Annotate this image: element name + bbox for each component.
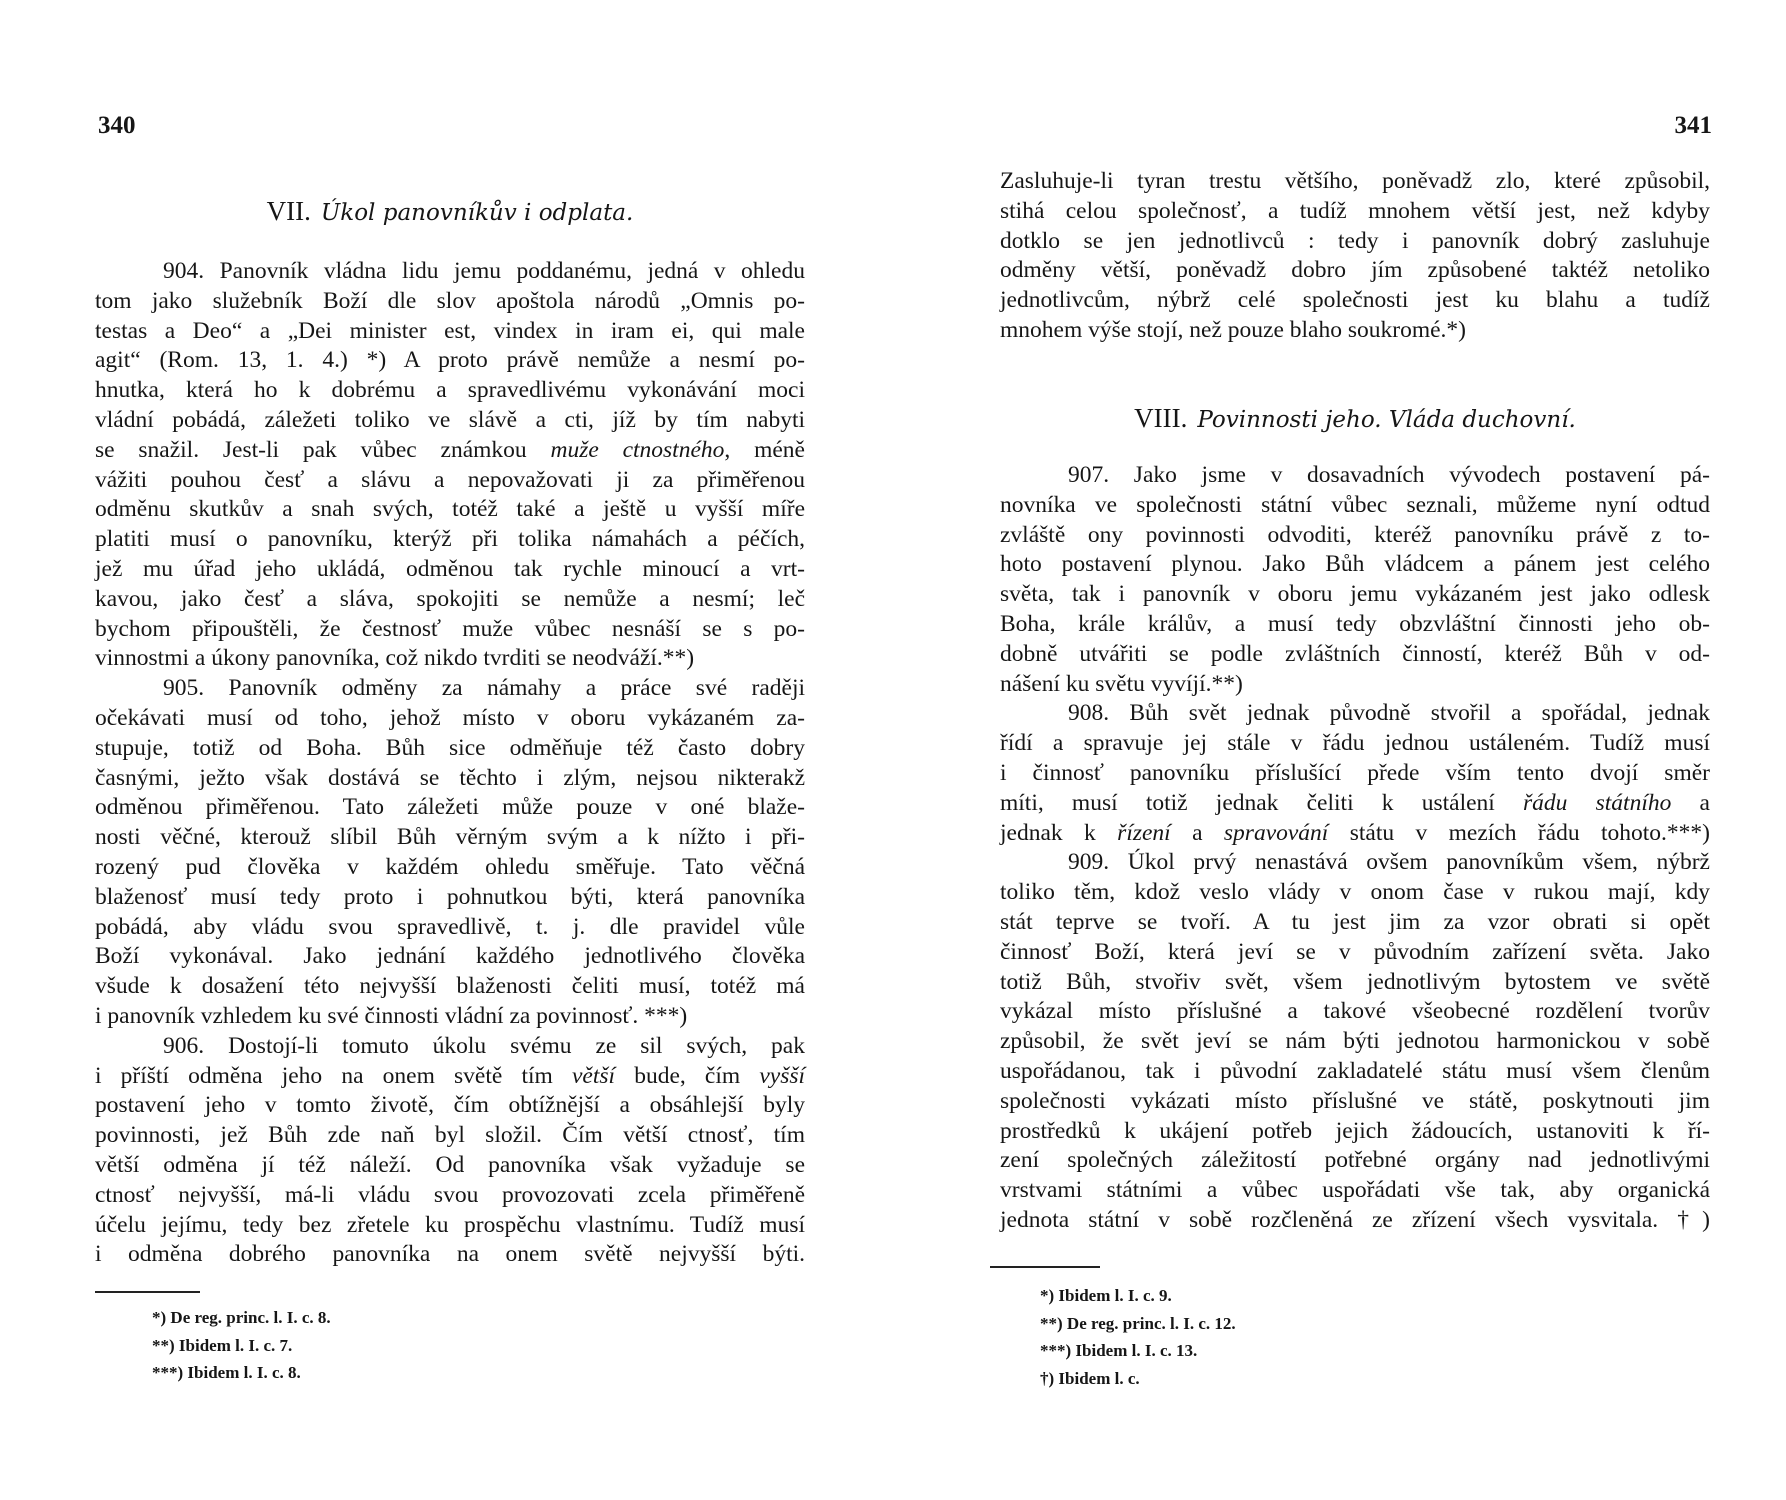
text-segment: očekávati musí od toho, jehož místo v oboru vykázaném za- bbox=[95, 705, 805, 731]
text-segment: činnosť Boží, která jeví se v původním zařízení světa. Jako bbox=[1000, 938, 1710, 965]
text-segment: zvláště ony povinnosti odvoditi, kteréž panovníku právě z to- bbox=[1000, 521, 1710, 548]
text-segment: i činnosť panovníku příslušící přede vším tento dvojí směr bbox=[1000, 760, 1710, 786]
text-line bbox=[1068, 460, 1710, 490]
text-segment: nosti věčné, kterouž slíbil Bůh věrným svým a k nížto i při- bbox=[95, 824, 805, 851]
text-line bbox=[1000, 728, 1710, 758]
text-segment: a bbox=[1170, 819, 1224, 846]
text-segment: 905. Panovník odměny za námahy a práce své raději bbox=[163, 675, 805, 702]
text-segment: stát teprve se tvoří. A tu jest jim za vzor obrati si opět bbox=[1000, 909, 1710, 935]
footnote: *) Ibidem l. I. c. 9. bbox=[1040, 1286, 1172, 1305]
text-segment: vládní pobádá, záležeti toliko ve slávě a cti, jíž by tím nabyti bbox=[95, 407, 805, 433]
text-line bbox=[95, 345, 805, 375]
text-segment: , méně bbox=[724, 436, 805, 463]
text-segment: mnohem výše stojí, než pouze blaho soukromé.*) bbox=[1000, 317, 1466, 343]
italic-text: větší bbox=[571, 1062, 616, 1089]
text-segment: dotklo se jen jednotlivců : tedy i panovník dobrý zasluhuje bbox=[1000, 227, 1710, 254]
text-segment: vrstvami státními a vůbec uspořádati vše tak, aby organická bbox=[1000, 1177, 1710, 1204]
text-line bbox=[95, 1120, 805, 1150]
text-segment: Zasluhuje-li tyran trestu většího, poněvadž zlo, které způsobil, bbox=[1000, 168, 1710, 194]
chapter-heading bbox=[95, 196, 805, 227]
text-line bbox=[95, 286, 805, 316]
text-line bbox=[1000, 639, 1710, 669]
text-line bbox=[95, 554, 805, 584]
text-segment: účelu jejímu, tedy bez zřetele ku prospěchu vlastnímu. Tudíž musí bbox=[95, 1211, 805, 1238]
text-segment: státu v mezích řádu tohoto.***) bbox=[1328, 819, 1711, 846]
text-segment: míti, musí totiž jednak čeliti k ustálení bbox=[1000, 789, 1524, 816]
text-segment: prostředků k ukájení potřeb jejich žádoucích, ustanoviti k ří- bbox=[1000, 1117, 1710, 1144]
text-line bbox=[1000, 285, 1710, 315]
text-segment: odměnu skutkův a snah svých, totéž také a ještě u vyšší míře bbox=[95, 496, 805, 523]
text-line bbox=[1000, 226, 1710, 256]
text-line bbox=[95, 584, 805, 614]
italic-text: muže ctnostného bbox=[550, 436, 725, 463]
text-line bbox=[95, 1210, 805, 1240]
text-line bbox=[95, 822, 805, 852]
chapter-numeral: VII. bbox=[266, 196, 311, 226]
text-segment: větší odměna jí též náleží. Od panovníka však vyžaduje se bbox=[95, 1152, 805, 1178]
text-segment: Boha, krále králův, a musí tedy obzvláštní činnosti jeho ob- bbox=[1000, 611, 1710, 637]
text-line bbox=[1000, 255, 1710, 285]
text-line bbox=[1000, 907, 1710, 937]
page-number: 341 bbox=[1674, 112, 1712, 139]
text-segment: ctnosť nejvyšší, má-li vládu svou provozovati zcela přiměřeně bbox=[95, 1181, 805, 1208]
text-segment: světa, tak i panovník v oboru jemu vykázaném jest jako odlesk bbox=[1000, 581, 1710, 608]
text-line bbox=[95, 494, 805, 524]
text-segment: odměny větší, poněvadž dobro jím způsobené taktéž netoliko bbox=[1000, 257, 1710, 284]
text-line bbox=[1000, 669, 1710, 699]
text-segment: odměnou přiměřenou. Tato záležeti může pouze v oné blaže- bbox=[95, 794, 805, 821]
text-segment: se snažil. Jest-li pak vůbec známkou bbox=[95, 436, 551, 463]
footnote: **) De reg. princ. l. I. c. 12. bbox=[1040, 1313, 1236, 1333]
footnote: ***) Ibidem l. I. c. 8. bbox=[152, 1363, 301, 1382]
text-line bbox=[95, 435, 805, 465]
text-line bbox=[1000, 788, 1710, 818]
text-segment: a bbox=[1671, 789, 1710, 816]
text-segment: společnosti vykázati místo příslušné ve státě, poskytnouti jim bbox=[1000, 1087, 1710, 1114]
chapter-heading bbox=[1000, 403, 1710, 434]
text-line bbox=[95, 941, 805, 971]
text-line bbox=[95, 912, 805, 942]
text-segment: uspořádanou, tak i původní zakladatelé státu musí všem členům bbox=[1000, 1058, 1710, 1084]
text-line bbox=[95, 971, 805, 1001]
text-segment: řídí a spravuje jej stále v řádu jednou ustáleném. Tudíž musí bbox=[1000, 730, 1710, 757]
text-line bbox=[95, 733, 805, 763]
text-segment: 908. Bůh svět jednak původně stvořil a spořádal, jednak bbox=[1068, 700, 1710, 727]
footnote: †) Ibidem l. c. bbox=[1040, 1368, 1140, 1388]
text-line bbox=[95, 465, 805, 495]
italic-text: spravování bbox=[1223, 819, 1329, 846]
text-segment: všude k dosažení této nejvyšší blaženosti čeliti musí, totéž má bbox=[95, 973, 805, 1000]
text-line bbox=[1000, 818, 1710, 848]
text-segment: 904. Panovník vládna lidu jemu poddanému, jedná v ohledu bbox=[163, 258, 805, 284]
text-line bbox=[163, 1031, 805, 1061]
text-line bbox=[1068, 698, 1710, 728]
text-line bbox=[95, 1239, 805, 1269]
text-line bbox=[1000, 1086, 1710, 1116]
text-segment: dobně utvářiti se podle zvláštních činností, kteréž Bůh v od- bbox=[1000, 640, 1710, 667]
text-segment: totiž Bůh, stvořiv svět, všem jednotlivým bytostem ve světě bbox=[1000, 968, 1710, 995]
text-segment: testas a Deo“ a „Dei minister est, vindex in iram ei, qui male bbox=[95, 317, 805, 344]
chapter-title: Povinnosti jeho. Vláda duchovní. bbox=[1197, 407, 1576, 433]
text-line bbox=[95, 643, 805, 673]
text-line bbox=[95, 1180, 805, 1210]
text-segment: stupuje, totiž od Boha. Bůh sice odměňuje též často dobry bbox=[95, 734, 805, 761]
text-segment: blaženosť musí tedy proto i pohnutkou býti, která panovníka bbox=[95, 883, 805, 910]
text-segment: pobádá, aby vládu svou spravedlivě, t. j. dle pravidel vůle bbox=[95, 913, 805, 940]
text-line bbox=[95, 375, 805, 405]
footnote-divider bbox=[990, 1266, 1100, 1268]
footnote: *) De reg. princ. l. I. c. 8. bbox=[152, 1308, 331, 1327]
text-segment: vážiti pouhou česť a slávu a nepovažovati ji za přiměřenou bbox=[95, 466, 805, 493]
text-segment: i odměna dobrého panovníka na onem světě nejvyšší býti. bbox=[95, 1241, 805, 1268]
text-line bbox=[1068, 847, 1710, 877]
text-line bbox=[95, 405, 805, 435]
text-segment: rozený pud člověka v každém ohledu směřuje. Tato věčná bbox=[95, 854, 805, 880]
text-segment: tom jako služebník Boží dle slov apoštola národů „Omnis po- bbox=[95, 287, 805, 314]
text-segment: jež mu úřad jeho ukládá, odměnou tak rychle minoucí a vrt- bbox=[95, 556, 805, 582]
text-line bbox=[95, 763, 805, 793]
text-segment: hnutka, která ho k dobrému a spravedlivému vykonávání moci bbox=[95, 377, 805, 404]
text-segment: 906. Dostojí-li tomuto úkolu svému ze sil svých, pak bbox=[163, 1032, 805, 1059]
text-segment: bude, čím bbox=[615, 1062, 760, 1089]
text-segment: povinnosti, jež Bůh zde naň byl složil. Čím větší ctnosť, tím bbox=[95, 1122, 805, 1149]
chapter-title: Úkol panovníkův i odplata. bbox=[320, 200, 634, 226]
text-segment: i příští odměna jeho na onem světě tím bbox=[95, 1062, 572, 1089]
text-segment: platiti musí o panovníku, kterýž při tolika námahách a péčích, bbox=[95, 526, 805, 553]
text-line bbox=[95, 792, 805, 822]
text-segment: vykázal místo příslušné a takové všeobecné rozdělení tvorův bbox=[1000, 998, 1710, 1025]
page-number: 340 bbox=[98, 112, 136, 139]
text-line bbox=[1000, 937, 1710, 967]
text-line bbox=[1000, 1056, 1710, 1086]
text-segment: kavou, jako česť a sláva, spokojiti se nemůže a nesmí; leč bbox=[95, 585, 805, 612]
text-line bbox=[1000, 1116, 1710, 1146]
text-line bbox=[1000, 758, 1710, 788]
text-line bbox=[1000, 579, 1710, 609]
text-line bbox=[1000, 520, 1710, 550]
footnote: **) Ibidem l. I. c. 7. bbox=[152, 1335, 293, 1355]
text-segment: jednak k bbox=[1000, 819, 1118, 846]
text-line bbox=[95, 614, 805, 644]
footnote-divider bbox=[95, 1291, 200, 1293]
text-line bbox=[1000, 315, 1710, 345]
text-segment: 909. Úkol prvý nenastává ovšem panovníkům všem, nýbrž bbox=[1068, 849, 1710, 876]
text-line bbox=[95, 1001, 805, 1031]
text-segment: novníka ve společnosti státní vůbec seznali, můžeme nyní odtud bbox=[1000, 491, 1710, 518]
italic-text: řádu státního bbox=[1523, 789, 1672, 816]
text-segment: stihá celou společnosť, a tudíž mnohem větší jest, než kdyby bbox=[1000, 197, 1710, 224]
text-line bbox=[1000, 996, 1710, 1026]
text-segment: vinnostmi a úkony panovníka, což nikdo tvrditi se neodváží.**) bbox=[95, 645, 695, 672]
text-segment: hoto postavení plynou. Jako Bůh vládcem a pánem jest celého bbox=[1000, 551, 1710, 578]
text-line bbox=[1000, 196, 1710, 226]
text-segment: jednotlivcům, nýbrž celé společnosti jest ku blahu a tudíž bbox=[1000, 287, 1710, 314]
italic-text: vyšší bbox=[759, 1062, 806, 1089]
text-segment: zení společných záležitostí potřebné orgány nad jednotlivými bbox=[1000, 1147, 1710, 1174]
text-segment: 907. Jako jsme v dosavadních vývodech postavení pá- bbox=[1068, 462, 1710, 488]
text-line bbox=[95, 1090, 805, 1120]
text-line bbox=[1000, 166, 1710, 196]
text-line bbox=[95, 882, 805, 912]
text-line bbox=[1000, 967, 1710, 997]
text-line bbox=[1000, 549, 1710, 579]
text-segment: bychom připouštěli, že čestnosť muže vůbec nesnáší se s po- bbox=[95, 615, 805, 642]
text-line bbox=[163, 673, 805, 703]
text-segment: toliko těm, kdož veslo vlády v onom čase v rukou mají, kdy bbox=[1000, 879, 1710, 906]
text-line bbox=[95, 1150, 805, 1180]
text-line bbox=[1000, 1145, 1710, 1175]
text-segment: Boží vykonával. Jako jednání každého jednotlivého člověka bbox=[95, 943, 805, 970]
footnote: ***) Ibidem l. I. c. 13. bbox=[1040, 1341, 1198, 1360]
text-line bbox=[1000, 1205, 1710, 1235]
text-line bbox=[95, 524, 805, 554]
text-line bbox=[1000, 490, 1710, 520]
text-line bbox=[1000, 877, 1710, 907]
text-segment: časnými, ježto však dostává se těchto i zlým, nejsou nikterakž bbox=[95, 764, 805, 791]
text-line bbox=[1000, 1026, 1710, 1056]
text-line bbox=[95, 1061, 805, 1091]
text-segment: i panovník vzhledem ku své činnosti vládní za povinnosť. ***) bbox=[95, 1003, 688, 1029]
text-segment: agit“ (Rom. 13, 1. 4.) *) A proto právě nemůže a nesmí po- bbox=[95, 347, 805, 374]
text-line bbox=[163, 256, 805, 286]
text-segment: způsobil, že svět jeví se nám býti jednotou harmonickou v sobě bbox=[1000, 1028, 1710, 1055]
text-line bbox=[95, 852, 805, 882]
text-segment: nášení ku světu vyvíjí.**) bbox=[1000, 670, 1243, 697]
text-line bbox=[1000, 1175, 1710, 1205]
text-segment: postavení jeho v tomto životě, čím obtížnější a obsáhlejší byly bbox=[95, 1092, 805, 1119]
italic-text: řízení bbox=[1117, 819, 1171, 846]
text-line bbox=[95, 703, 805, 733]
chapter-numeral: VIII. bbox=[1134, 403, 1188, 433]
text-segment: jednota státní v sobě rozčleněná ze zřízení všech vysvitala. †) bbox=[1000, 1207, 1710, 1233]
text-line bbox=[1000, 609, 1710, 639]
text-line bbox=[95, 316, 805, 346]
